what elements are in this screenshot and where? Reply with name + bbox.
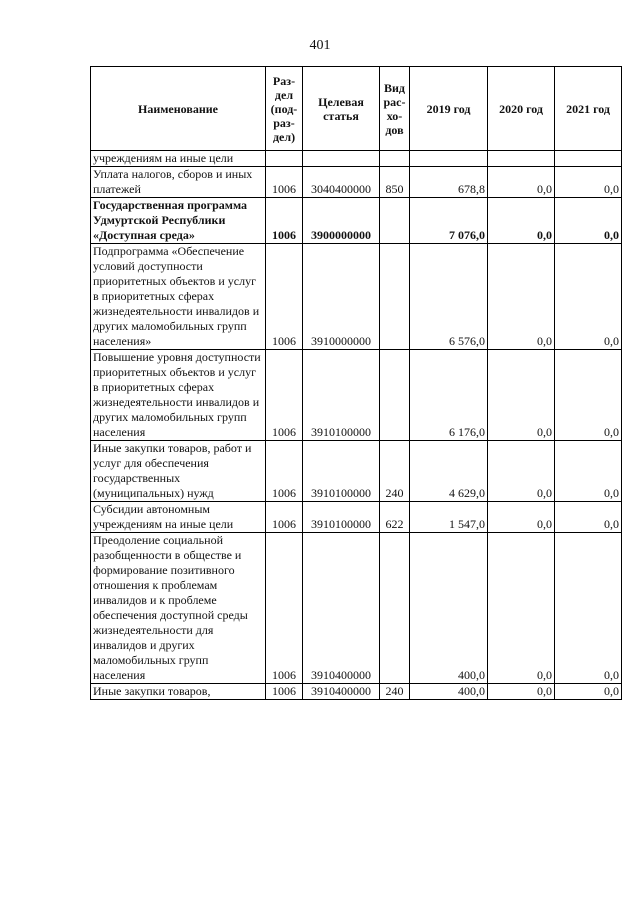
row-name: Иные закупки товаров, xyxy=(91,684,266,700)
table-row xyxy=(91,167,622,198)
row-2021: 0,0 xyxy=(555,502,622,533)
table-row xyxy=(91,684,622,700)
row-2019: 4 629,0 xyxy=(410,441,488,502)
row-2020: 0,0 xyxy=(488,350,555,441)
row-celevaya: 3910400000 xyxy=(303,533,380,684)
row-celevaya: 3910100000 xyxy=(303,350,380,441)
row-razdel: 1006 xyxy=(266,350,303,441)
row-2019: 6 176,0 xyxy=(410,350,488,441)
row-2019: 400,0 xyxy=(410,533,488,684)
row-2021: 0,0 xyxy=(555,198,622,244)
row-celevaya: 3040400000 xyxy=(303,167,380,198)
row-celevaya: 3910100000 xyxy=(303,502,380,533)
row-celevaya: 3910000000 xyxy=(303,244,380,350)
row-celevaya: 3900000000 xyxy=(303,198,380,244)
header-2019: 2019 год xyxy=(410,67,488,151)
table-row xyxy=(91,350,622,441)
row-2019: 1 547,0 xyxy=(410,502,488,533)
row-razdel: 1006 xyxy=(266,502,303,533)
row-2019: 678,8 xyxy=(410,167,488,198)
row-celevaya: 3910100000 xyxy=(303,441,380,502)
row-razdel: 1006 xyxy=(266,167,303,198)
row-name: Подпрограмма «Обеспечение условий доступности приоритетных объектов и услуг в приоритетных сферах жизнедеятельности инвалидов и других маломобильных групп населения» xyxy=(91,244,266,350)
row-2021: 0,0 xyxy=(555,533,622,684)
row-name: Повышение уровня доступности приоритетных объектов и услуг в приоритетных сферах жизнедеятельности инвалидов и других маломобильных групп населения xyxy=(91,350,266,441)
header-razdel-text: Раз- дел (под- раз- дел) xyxy=(270,73,298,144)
row-vid: 240 xyxy=(380,684,410,700)
row-name: учреждениям на иные цели xyxy=(91,151,266,167)
row-vid xyxy=(380,198,410,244)
row-name: Преодоление социальной разобщенности в обществе и формирование позитивного отношения к проблемам инвалидов и к проблеме обеспечения доступной среды жизнедеятельности для инвалидов и других маломобильных групп населения xyxy=(91,533,266,684)
table-row xyxy=(91,441,622,502)
row-2021: 0,0 xyxy=(555,244,622,350)
row-razdel: 1006 xyxy=(266,441,303,502)
row-2020: 0,0 xyxy=(488,167,555,198)
row-name: Субсидии автономным учреждениям на иные цели xyxy=(91,502,266,533)
header-razdel xyxy=(266,67,303,151)
row-2020: 0,0 xyxy=(488,198,555,244)
row-2021: 0,0 xyxy=(555,684,622,700)
row-2021: 0,0 xyxy=(555,167,622,198)
row-2020: 0,0 xyxy=(488,441,555,502)
row-2021: 0,0 xyxy=(555,441,622,502)
row-razdel: 1006 xyxy=(266,244,303,350)
row-2020: 0,0 xyxy=(488,533,555,684)
table-row xyxy=(91,198,622,244)
budget-table xyxy=(90,66,622,700)
header-vid xyxy=(380,67,410,151)
page-number: 401 xyxy=(309,38,331,53)
table-body xyxy=(91,151,622,700)
row-2020: 0,0 xyxy=(488,502,555,533)
row-celevaya: 3910400000 xyxy=(303,684,380,700)
table-header-row xyxy=(91,67,622,151)
row-vid: 622 xyxy=(380,502,410,533)
table-row xyxy=(91,502,622,533)
header-celevaya-text: Целевая статья xyxy=(318,94,364,123)
row-vid xyxy=(380,151,410,167)
header-name: Наименование xyxy=(91,67,266,151)
row-2020: 0,0 xyxy=(488,684,555,700)
table-row xyxy=(91,533,622,684)
row-vid xyxy=(380,533,410,684)
row-name: Государственная программа Удмуртской Республики «Доступная среда» xyxy=(91,198,266,244)
row-razdel: 1006 xyxy=(266,198,303,244)
row-2021 xyxy=(555,151,622,167)
row-vid: 850 xyxy=(380,167,410,198)
row-2019: 400,0 xyxy=(410,684,488,700)
row-vid xyxy=(380,350,410,441)
row-vid xyxy=(380,244,410,350)
row-vid: 240 xyxy=(380,441,410,502)
header-vid-text: Вид рас- хо- дов xyxy=(383,80,406,137)
row-2020 xyxy=(488,151,555,167)
table-row xyxy=(91,244,622,350)
row-razdel: 1006 xyxy=(266,684,303,700)
row-celevaya xyxy=(303,151,380,167)
row-2019 xyxy=(410,151,488,167)
row-2020: 0,0 xyxy=(488,244,555,350)
row-2021: 0,0 xyxy=(555,350,622,441)
row-2019: 7 076,0 xyxy=(410,198,488,244)
row-razdel xyxy=(266,151,303,167)
header-2020: 2020 год xyxy=(488,67,555,151)
row-razdel: 1006 xyxy=(266,533,303,684)
header-2021: 2021 год xyxy=(555,67,622,151)
row-2019: 6 576,0 xyxy=(410,244,488,350)
table-row xyxy=(91,151,622,167)
row-name: Иные закупки товаров, работ и услуг для обеспечения государственных (муниципальных) нужд xyxy=(91,441,266,502)
header-celevaya xyxy=(303,67,380,151)
row-name: Уплата налогов, сборов и иных платежей xyxy=(91,167,266,198)
